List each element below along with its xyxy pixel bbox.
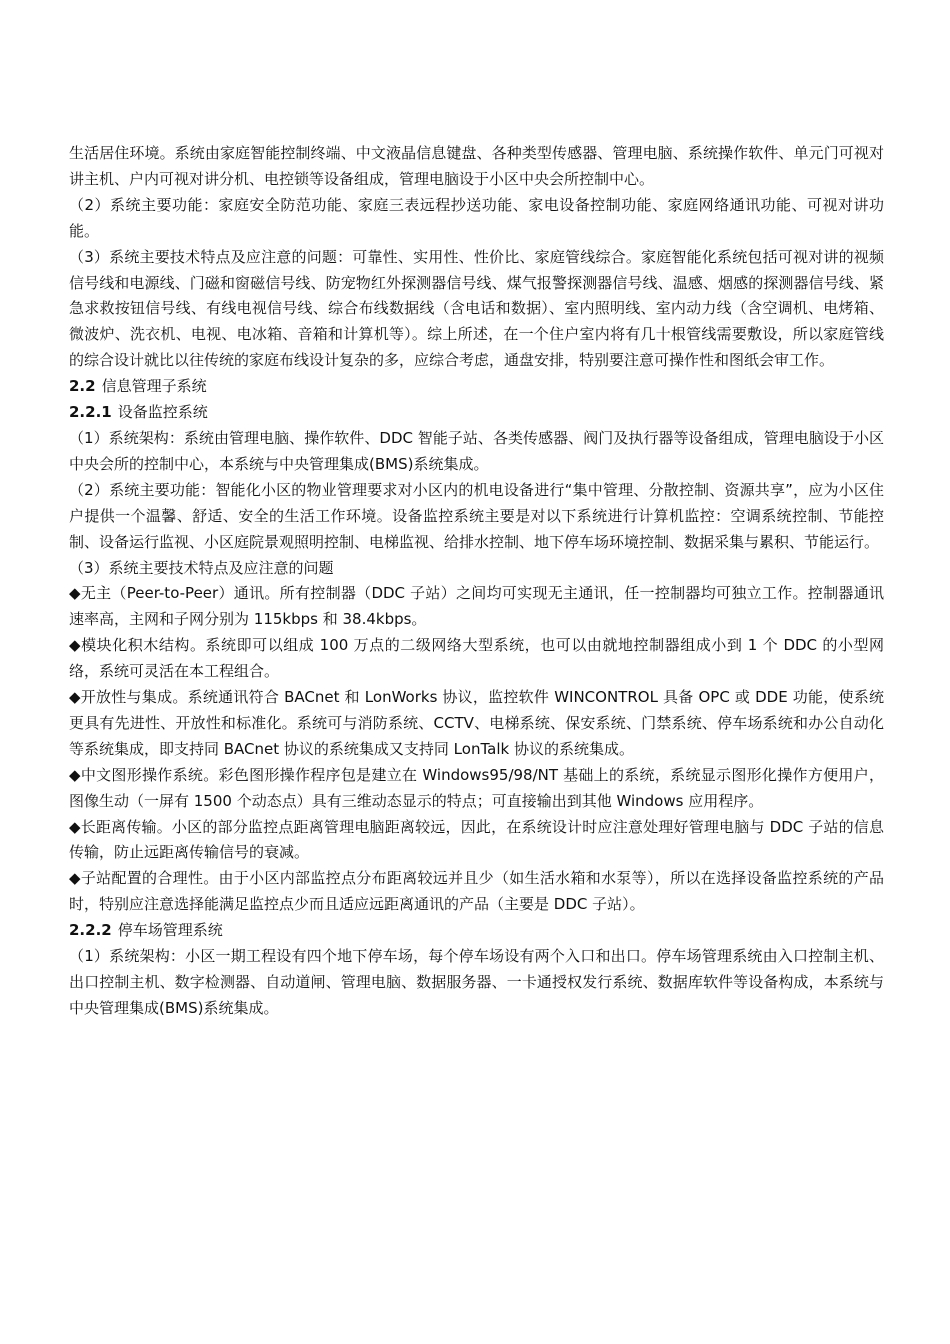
paragraph-main-functions: （2）系统主要功能：家庭安全防范功能、家庭三表远程抄送功能、家电设备控制功能、家庭网络通讯功能、可视对讲功能。	[69, 195, 884, 240]
paragraph-tech-features: （3）系统主要技术特点及应注意的问题：可靠性、实用性、性价比、家庭管线综合。家庭智能化系统包括可视对讲的视频信号线和电源线、门磁和窗磁信号线、防宠物红外探测器信号线、煤气报警探测器信号线、温感、烟感的探测器信号线、紧急求救按钮信号线、有线电视信号线、综合布线数据线（含电话和数据）、室内照明线、室内动力线（含空调机、电烤箱、微波炉、洗衣机、电视、电冰箱、音箱和计算机等）。综上所述，在一个住户室内将有几十根管线需要敷设，所以家庭管线的综合设计就比以往传统的家庭布线设计复杂的多，应综合考虑，通盘安排，特别要注意可操作性和图纸会审工作。	[69, 247, 884, 370]
section-heading-2-2-1	[69, 400, 884, 426]
bullet-peer-to-peer: ◆无主（Peer-to-Peer）通讯。所有控制器（DDC 子站）之间均可实现无主通讯，任一控制器均可独立工作。控制器通讯速率高，主网和子网分别为 115kbps 和 38.4kbps。	[69, 584, 884, 629]
bullet-modular: ◆模块化积木结构。系统即可以组成 100 万点的二级网络大型系统，也可以由就地控制器组成小到 1 个 DDC 的小型网络，系统可灵活在本工程组合。	[69, 636, 884, 681]
section-number: 2.2.1	[69, 403, 112, 422]
paragraph-architecture: （1）系统架构：系统由管理电脑、操作软件、DDC 智能子站、各类传感器、阀门及执行器等设备组成，管理电脑设于小区中央会所的控制中心，本系统与中央管理集成(BMS)系统集成。	[69, 428, 884, 473]
paragraph-intro-continued: 生活居住环境。系统由家庭智能控制终端、中文液晶信息键盘、各种类型传感器、管理电脑、系统操作软件、单元门可视对讲主机、户内可视对讲分机、电控锁等设备组成，管理电脑设于小区中央会所控制中心。	[69, 144, 884, 188]
section-title: 信息管理子系统	[101, 377, 207, 396]
bullet-substation-config: ◆子站配置的合理性。由于小区内部监控点分布距离较远并且少（如生活水箱和水泵等），所以在选择设备监控系统的产品时，特别应注意选择能满足监控点少而且适应远距离通讯的产品（主要是 DDC 子站）。	[69, 869, 884, 914]
section-title: 停车场管理系统	[117, 921, 223, 940]
paragraph-features-title: （3）系统主要技术特点及应注意的问题	[69, 558, 334, 577]
bullet-chinese-gui: ◆中文图形操作系统。彩色图形操作程序包是建立在 Windows95/98/NT 基础上的系统，系统显示图形化操作方便用户，图像生动（一屏有 1500 个动态点）具有三维动态显示的特点；可直接输出到其他 Windows 应用程序。	[69, 765, 884, 810]
section-number: 2.2	[69, 377, 96, 396]
section-title: 设备监控系统	[117, 403, 208, 422]
paragraph-parking-architecture: （1）系统架构：小区一期工程设有四个地下停车场，每个停车场设有两个入口和出口。停车场管理系统由入口控制主机、出口控制主机、数字检测器、自动道闸、管理电脑、数据服务器、一卡通授权发行系统、数据库软件等设备构成，本系统与中央管理集成(BMS)系统集成。	[69, 947, 884, 1017]
section-heading-2-2-2	[69, 918, 884, 944]
section-heading-2-2	[69, 374, 884, 400]
section-number: 2.2.2	[69, 921, 112, 940]
document-page	[69, 141, 884, 1022]
bullet-long-distance: ◆长距离传输。小区的部分监控点距离管理电脑距离较远，因此，在系统设计时应注意处理好管理电脑与 DDC 子站的信息传输，防止远距离传输信号的衰减。	[69, 817, 884, 862]
paragraph-functions: （2）系统主要功能：智能化小区的物业管理要求对小区内的机电设备进行“集中管理、分散控制、资源共享”，应为小区住户提供一个温馨、舒适、安全的生活工作环境。设备监控系统主要是对以下系统进行计算机监控：空调系统控制、节能控制、设备运行监视、小区庭院景观照明控制、电梯监视、给排水控制、地下停车场环境控制、数据采集与累积、节能运行。	[69, 480, 884, 551]
bullet-openness: ◆开放性与集成。系统通讯符合 BACnet 和 LonWorks 协议，监控软件 WINCONTROL 具备 OPC 或 DDE 功能，使系统更具有先进性、开放性和标准化。系统可与消防系统、CCTV、电梯系统、保安系统、门禁系统、停车场系统和办公自动化等系统集成，即支持同 BACnet 协议的系统集成又支持同 LonTalk 协议的系统集成。	[69, 688, 884, 758]
